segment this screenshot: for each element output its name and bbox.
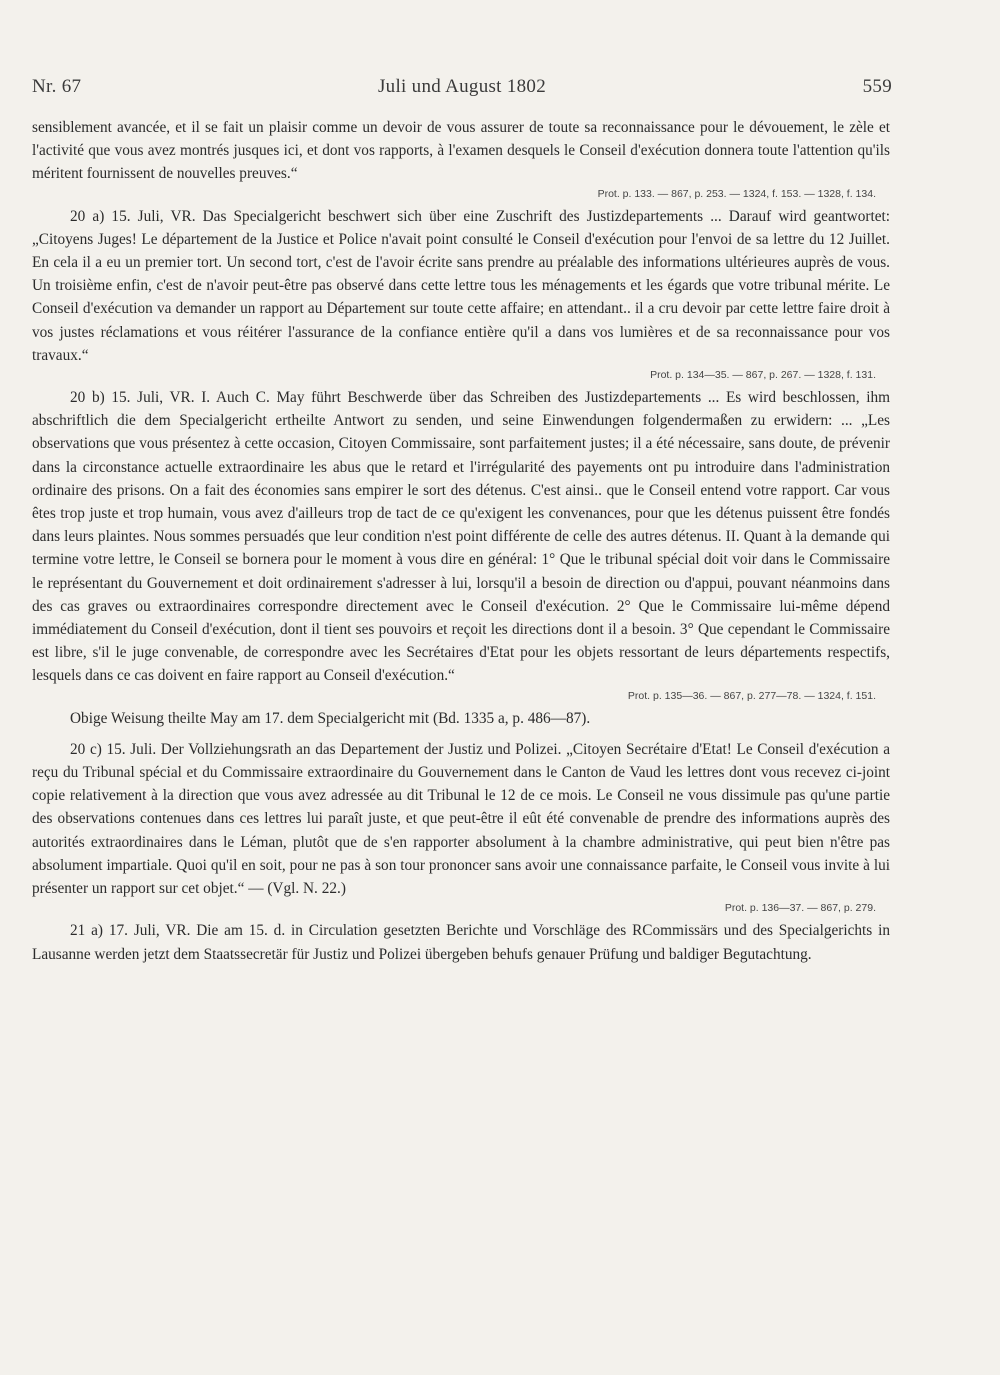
- paragraph-text: 20 a) 15. Juli, VR. Das Specialgericht beschwert sich über eine Zuschrift des Justizdepartements ... Darauf wird geantwortet: „Citoyens Juges! Le département de la Justice et Police n'avait point consulté le Conseil d'exécution pour l'envoi de sa lettre du 12 Juillet. En cela il a eu un premier tort. Un second tort, c'est de l'avoir écrite sans prendre au préalable des informations ultérieures auprès de vous. Un troisième enfin, c'est de n'avoir peut-être pas observé dans cette lettre tous les ménagements et les égards que votre tribunal mérite. Le Conseil d'exécution va demander un rapport au Département sur toute cette affaire; en attendant.. il a cru devoir par cette lettre faire droit à vos justes réclamations et vous réitérer l'assurance de la confiance entière qu'il a dans vos lumières et de sa reconnaissance pour vos travaux.“: [32, 207, 890, 364]
- paragraph-text: 20 b) 15. Juli, VR. I. Auch C. May führt Beschwerde über das Schreiben des Justizdepartements ... Es wird beschlossen, ihm abschriftlich die dem Specialgericht ertheilte Antwort zu senden, und seine Einwendungen folgendermaßen zu erwidern: ... „Les observations que vous présentez à cette occasion, Citoyen Commissaire, sont parfaitement justes; il a été nécessaire, sans doute, de prévenir dans la circonstance actuelle extraordinaire les abus que le retard et l'irrégularité des payements ont pu introduire dans l'administration ordinaire des prisons. On a fait des économies sans empirer le sort des détenus. C'est ainsi.. que le Conseil entend votre rapport. Car vous êtes trop juste et trop humain, vous avez d'ailleurs trop de tact de ce qu'exigent les convenances, pour que les détenus puissent être fondés dans leurs plaintes. Nous sommes persuadés que leur condition n'est point différente de celle des autres détenus. II. Quant à la demande qui termine votre lettre, le Conseil se bornera pour le moment à vous dire en général: 1° Que le tribunal spécial doit voir dans le Commissaire le représentant du Gouvernement et doit ordinairement s'adresser à lui, lorsqu'il a besoin de direction ou d'appui, pouvant néanmoins dans des cas graves ou extraordinaires correspondre directement avec le Conseil d'exécution. 2° Que le Commissaire lui-même dépend immédiatement du Conseil d'exécution, dont il tient ses pouvoirs et reçoit les directions dont il a besoin. 3° Que cependant le Commissaire est libre, s'il le juge convenable, de correspondre avec les Secrétaires d'Etat pour les objets ressortant de leurs départements respectifs, lesquels dans ce cas doivent en faire rapport au Conseil d'exécution.“: [32, 389, 890, 685]
- page-number: 559: [862, 76, 892, 97]
- document-number: Nr. 67: [32, 76, 82, 97]
- paragraph-20b: [32, 386, 890, 704]
- paragraph-note: [32, 707, 890, 730]
- protocol-reference: Prot. p. 136—37. — 867, p. 279.: [724, 902, 876, 915]
- paragraph-continuation: [32, 116, 890, 202]
- paragraph-20c: [32, 738, 890, 916]
- paragraph-text: 21 a) 17. Juli, VR. Die am 15. d. in Circulation gesetzten Berichte und Vorschläge des RCommissärs und des Specialgerichts in Lausanne werden jetzt dem Staatssecretär für Justiz und Polizei übergeben behufs genauer Prüfung und baldiger Begutachtung.: [32, 922, 890, 963]
- running-header: [32, 76, 892, 104]
- paragraph-text: 20 c) 15. Juli. Der Vollziehungsrath an das Departement der Justiz und Polizei. „Citoyen Secrétaire d'Etat! Le Conseil d'exécution a reçu du Tribunal spécial et du Commissaire extraordinaire du Gouvernement dans le Canton de Vaud les lettres dont vous recevez ci-joint copie relativement à la direction que vous avez adressée au dit Tribunal le 12 de ce mois. Le Conseil ne vous dissimule pas qu'une partie des observations contenues dans ces lettres lui paraît juste, et que peut-être il eût été convenable de prendre des informations auprès des autorités extraordinaires dans le Léman, plutôt que de s'en rapporter absolument à la chambre administrative, qui peut bien n'être pas absolument impartiale. Quoi qu'il en soit, pour ne pas à son tour prononcer sans avoir une connaissance parfaite, le Conseil vous invite à lui présenter un rapport sur cet objet.“ — (Vgl. N. 22.): [32, 740, 890, 898]
- paragraph-text: sensiblement avancée, et il se fait un plaisir comme un devoir de vous assurer de toute sa reconnaissance pour le dévouement, le zèle et l'activité que vous avez montrés jusques ici, et dont vos rapports, à l'examen desquels le Conseil d'exécution donnera toute l'attention qu'ils méritent fournissent de nouvelles preuves.“: [32, 119, 890, 183]
- document-body: [32, 116, 890, 968]
- protocol-reference: Prot. p. 133. — 867, p. 253. — 1324, f. 153. — 1328, f. 134.: [597, 187, 876, 200]
- protocol-reference: Prot. p. 135—36. — 867, p. 277—78. — 1324, f. 151.: [627, 689, 876, 702]
- protocol-reference: Prot. p. 134—35. — 867, p. 267. — 1328, f. 131.: [650, 369, 876, 382]
- running-title: Juli und August 1802: [377, 76, 547, 97]
- paragraph-21a: [32, 919, 890, 965]
- paragraph-20a: [32, 205, 890, 383]
- paragraph-text: Obige Weisung theilte May am 17. dem Specialgericht mit (Bd. 1335 a, p. 486—87).: [70, 709, 591, 727]
